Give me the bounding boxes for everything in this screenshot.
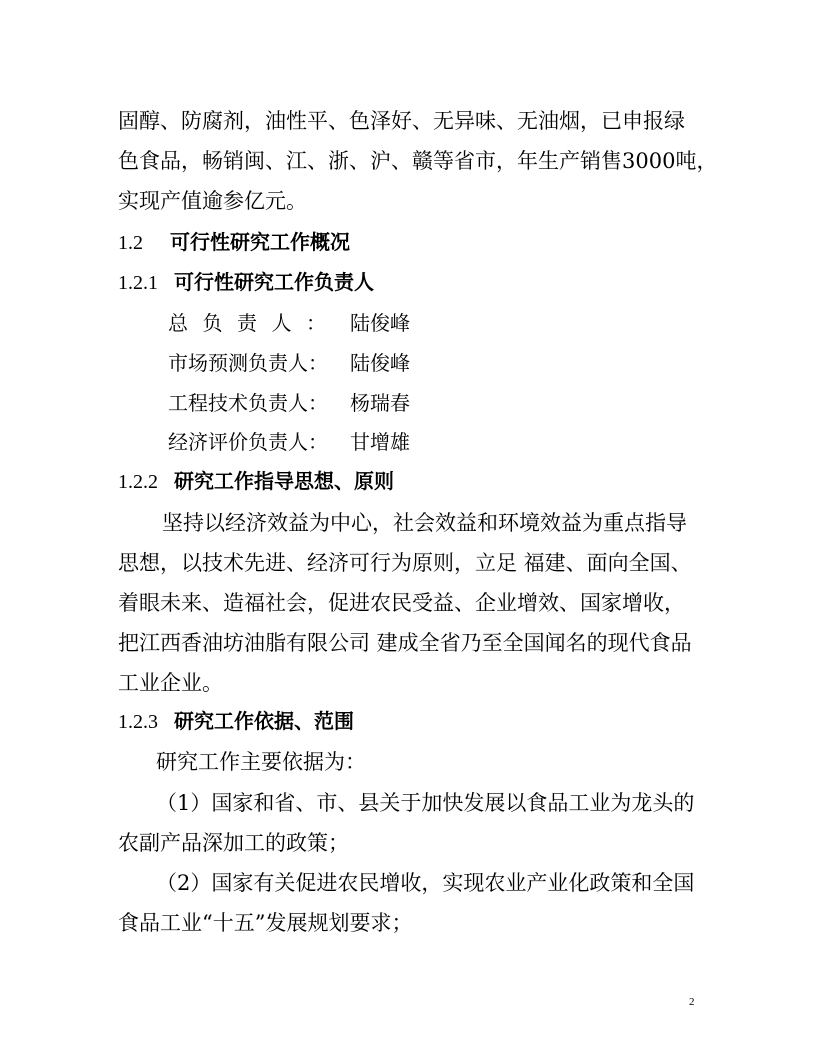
section-heading-1-2-1 <box>118 268 374 297</box>
responsible-row <box>168 428 410 456</box>
section-number: 1.2 <box>118 232 143 254</box>
responsible-row <box>168 349 410 377</box>
section-heading-1-2-2 <box>118 467 394 496</box>
role-label: 市场预测负责人： <box>168 351 328 375</box>
section-title: 研究工作依据、范围 <box>174 709 354 733</box>
section-number: 1.2.3 <box>118 711 158 733</box>
principle-line-5: 工业企业。 <box>118 671 223 695</box>
section-number: 1.2.2 <box>118 471 158 493</box>
person-name: 杨瑞春 <box>350 391 410 415</box>
person-name: 陆俊峰 <box>350 351 410 375</box>
intro-line-1: 固醇、防腐剂，油性平、色泽好、无异味、无油烟，已申报绿 <box>118 109 685 133</box>
responsible-row <box>168 309 410 337</box>
section-heading-1-2 <box>118 228 350 257</box>
basis-intro: 研究工作主要依据为： <box>156 750 366 774</box>
basis-item-1-line-2: 农副产品深加工的政策； <box>118 831 349 855</box>
person-name: 陆俊峰 <box>350 311 410 335</box>
section-heading-1-2-3 <box>118 707 354 736</box>
person-name: 甘增雄 <box>350 430 410 454</box>
role-label: 经济评价负责人： <box>168 430 328 454</box>
responsible-row <box>168 389 410 417</box>
principle-line-2: 思想，以技术先进、经济可行为原则，立足 福建、面向全国、 <box>118 551 692 575</box>
page-number: 2 <box>689 996 695 1008</box>
basis-item-1-line-1: （1）国家和省、市、县关于加快发展以食品工业为龙头的 <box>156 791 695 815</box>
section-title: 研究工作指导思想、原则 <box>174 469 394 493</box>
role-label: 工程技术负责人： <box>168 391 328 415</box>
section-number: 1.2.1 <box>118 272 158 294</box>
principle-line-4: 把江西香油坊油脂有限公司 建成全省乃至全国闻名的现代食品 <box>118 631 692 655</box>
principle-line-1: 坚持以经济效益为中心，社会效益和环境效益为重点指导 <box>162 511 687 535</box>
principle-line-3: 着眼未来、造福社会，促进农民受益、企业增效、国家增收， <box>118 591 685 615</box>
intro-line-3: 实现产值逾参亿元。 <box>118 189 307 213</box>
section-title: 可行性研究工作负责人 <box>174 270 374 294</box>
basis-item-2-line-2: 食品工业“十五”发展规划要求； <box>118 911 413 935</box>
section-title: 可行性研究工作概况 <box>170 230 350 254</box>
basis-item-2-line-1: （2）国家有关促进农民增收，实现农业产业化政策和全国 <box>156 871 695 895</box>
intro-line-2: 色食品，畅销闽、江、浙、沪、赣等省市，年生产销售3000吨， <box>118 149 718 173</box>
role-label: 总负责人： <box>168 311 341 335</box>
